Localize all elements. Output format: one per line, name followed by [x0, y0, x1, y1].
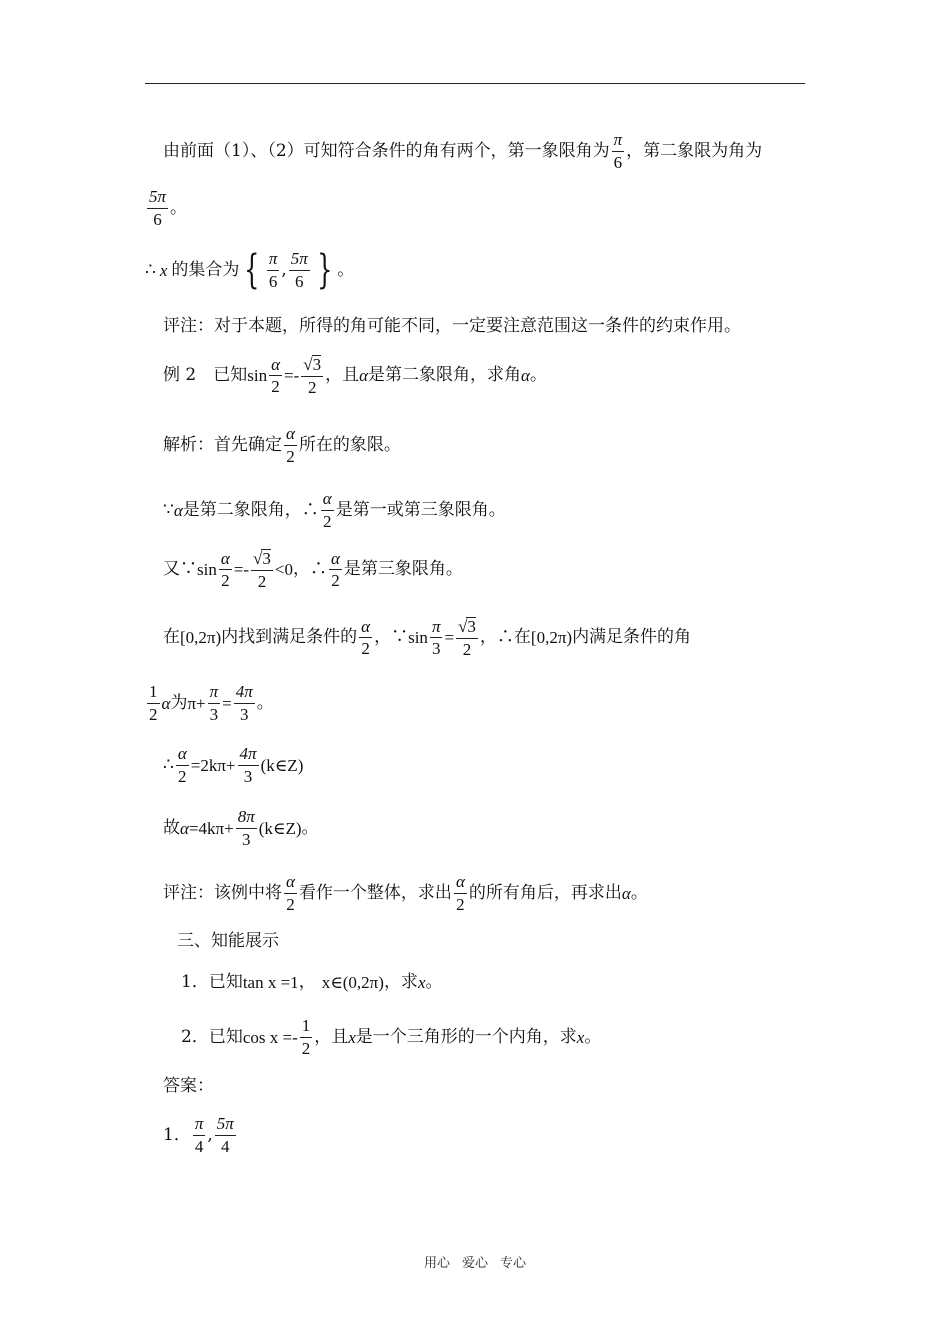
set-statement: ∴ x 的集合为 { $\frac{\pi}{6}$ , $\frac{5\pi}{6}$ } 。 — [145, 247, 355, 294]
half-alpha-line: $\frac{1}{2}$ α 为 π+ $\frac{\pi}{3}$ = $\frac{4\pi}{3}$ 。 — [149, 682, 274, 724]
paragraph-conclusion-cont: $\frac{5\pi}{6}$ 。 — [149, 187, 188, 229]
find-line: 在 [0,2π) 内找到满足条件的 $\frac{\alpha}{2}$ ，∵ sin $\frac{\pi}{3}$ = $\frac{√3}{2}$ ，∴在 [0,2π) 内满足条件的角 — [163, 616, 692, 659]
answer-label: 答案： — [163, 1076, 214, 1096]
paragraph-conclusion — [163, 131, 762, 172]
comment-1: 评注：对于本题，所得的角可能不同，一定要注意范围这一条件的约束作用。 — [163, 316, 741, 336]
comment-2: 评注：该例中将 $\frac{\alpha}{2}$ 看作一个整体，求出 $\frac{\alpha}{2}$ 的所有角后，再求出 α 。 — [163, 872, 648, 914]
footer: 用心 爱心 专心 — [423, 1256, 527, 1271]
fraction-5pi-over-6: $\frac{5\pi}{6}$ — [149, 187, 167, 229]
answer-1: 1． $\frac{\pi}{4}$ , $\frac{5\pi}{4}$ — [163, 1114, 234, 1156]
section-heading: 三、知能展示 — [177, 931, 279, 951]
fraction-pi-over-6: $\frac{\pi}{6}$ — [613, 130, 623, 172]
because-line: ∵ α 是第二象限角，∴ $\frac{\alpha}{2}$ 是第一或第三象限角。 — [163, 489, 506, 531]
hence-line: 故 α =4kπ+ $\frac{8\pi}{3}$ (k∈Z) 。 — [163, 807, 319, 849]
again-line: 又∵ sin $\frac{\alpha}{2}$ =- $\frac{√3}{2}$ <0 ，∴ $\frac{\alpha}{2}$ 是第三象限角。 — [163, 548, 463, 591]
question-1: 1．已知 tan x =1 ， x∈(0,2π) ，求 x 。 — [181, 972, 443, 992]
therefore-line: ∴ $\frac{\alpha}{2}$ =2kπ+ $\frac{4\pi}{3}$ (k∈Z) — [163, 744, 304, 786]
top-rule — [145, 83, 805, 84]
text: ，第二象限为角为 — [626, 140, 763, 161]
question-2: 2．已知 cos x =- $\frac{1}{2}$ ，且 x 是一个三角形的一个内角，求 x 。 — [181, 1016, 602, 1058]
analysis: 解析：首先确定 $\frac{\alpha}{2}$ 所在的象限。 — [163, 424, 401, 466]
example-2: 例 2 已知 sin $\frac{\alpha}{2}$ =- $\frac{√3}{2}$ ，且 α 是第二象限角，求角 α 。 — [163, 354, 547, 397]
text: 由前面（1）、（2）可知符合条件的角有两个，第一象限角为 — [163, 140, 610, 161]
